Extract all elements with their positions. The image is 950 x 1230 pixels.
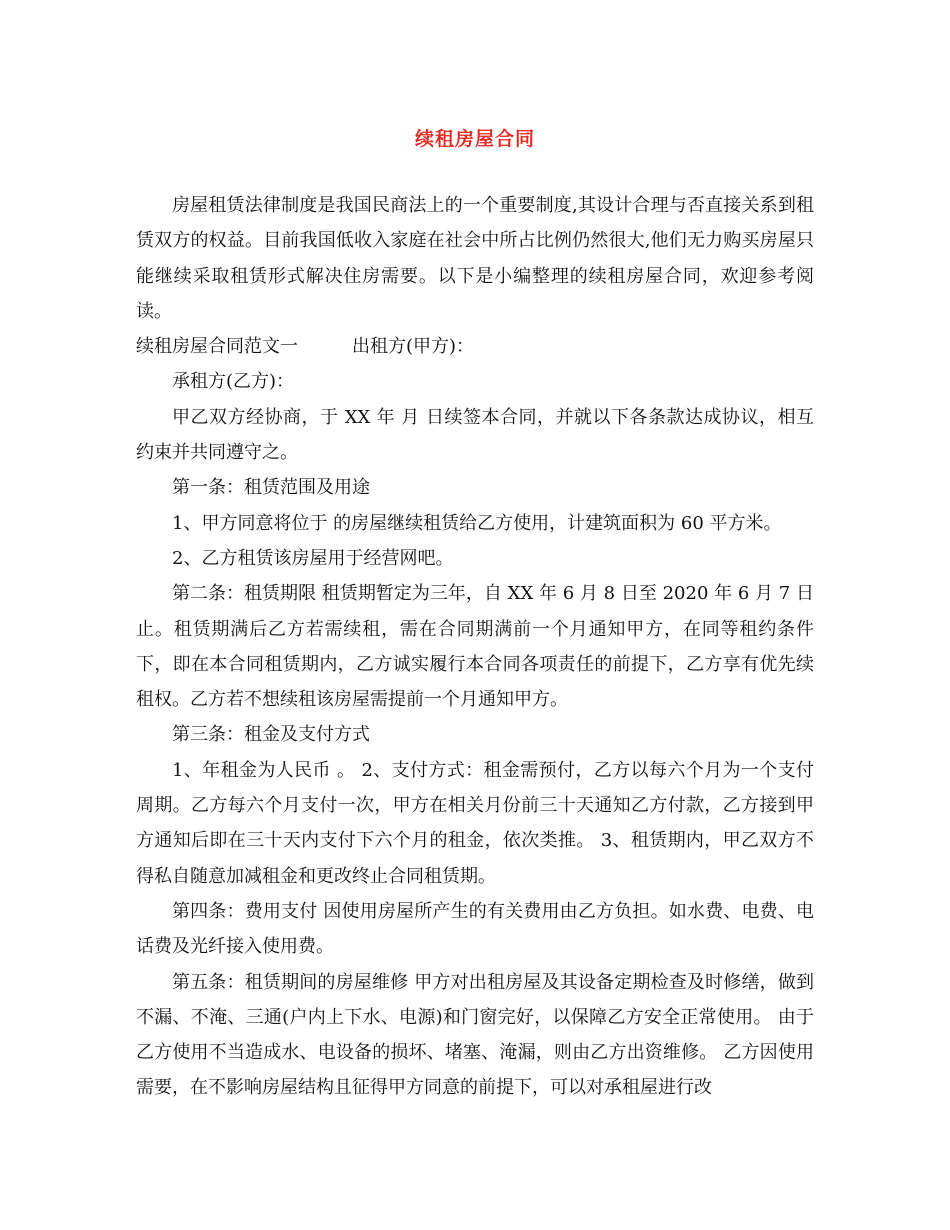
sample-heading: 续租房屋合同范文一 — [136, 336, 298, 358]
article-4-paragraph: 第四条：费用支付 因使用房屋所产生的有关费用由乙方负担。如水费、电费、电话费及光纤接入使用费。 — [136, 900, 814, 958]
article-1-clause-1: 1、甲方同意将位于 的房屋继续租赁给乙方使用，计建筑面积为 60 平方米。 — [172, 512, 782, 534]
article-5-paragraph: 第五条：租赁期间的房屋维修 甲方对出租房屋及其设备定期检查及时修缮，做到不漏、不淹、三通(户内上下水、电源)和门窗完好，以保障乙方安全正常使用。 由于乙方使用不当造成水、电设备的损坏、堵塞、淹漏，则由乙方出资维修。 乙方因使用需要，在不影响房屋结构且征得甲方同意的前提下，可以对承租屋进行改 — [136, 971, 814, 1099]
lessee-label: 承租方(乙方)： — [172, 371, 295, 393]
article-2-paragraph: 第二条：租赁期限 租赁期暂定为三年，自 XX 年 6 月 8 日至 2020 年 6 月 7 日止。租赁期满后乙方若需续租，需在合同期满前一个月通知甲方，在同等租约条件下，即在本合同租赁期内，乙方诚实履行本合同各项责任的前提下，乙方享有优先续租权。乙方若不想续租该房屋需提前一个月通知甲方。 — [136, 583, 814, 711]
article-3-heading: 第三条：租金及支付方式 — [172, 724, 370, 746]
sample-heading-line — [136, 329, 814, 364]
article-1-clause-2: 2、乙方租赁该房屋用于经营网吧。 — [172, 547, 454, 569]
intro-paragraph: 房屋租赁法律制度是我国民商法上的一个重要制度,其设计合理与否直接关系到租赁双方的权益。目前我国低收入家庭在社会中所占比例仍然很大,他们无力购买房屋只能继续采取租赁形式解决住房需要。以下是小编整理的续租房屋合同，欢迎参考阅读。 — [136, 195, 814, 322]
article-1-heading: 第一条：租赁范围及用途 — [172, 477, 370, 499]
agreement-paragraph: 甲乙双方经协商，于 XX 年 月 日续签本合同，并就以下各条款达成协议，相互约束并共同遵守之。 — [136, 406, 814, 464]
document-body — [136, 188, 814, 1106]
document-title: 续租房屋合同 — [414, 128, 535, 150]
lessor-label: 出租方(甲方)： — [352, 336, 475, 358]
article-3-clauses: 1、年租金为人民币 。 2、支付方式：租金需预付，乙方以每六个月为一个支付周期。乙方每六个月支付一次，甲方在相关月份前三十天通知乙方付款，乙方接到甲方通知后即在三十天内支付下六个月的租金，依次类推。 3、租赁期内，甲乙双方不得私自随意加减租金和更改终止合同租赁期。 — [136, 759, 814, 887]
